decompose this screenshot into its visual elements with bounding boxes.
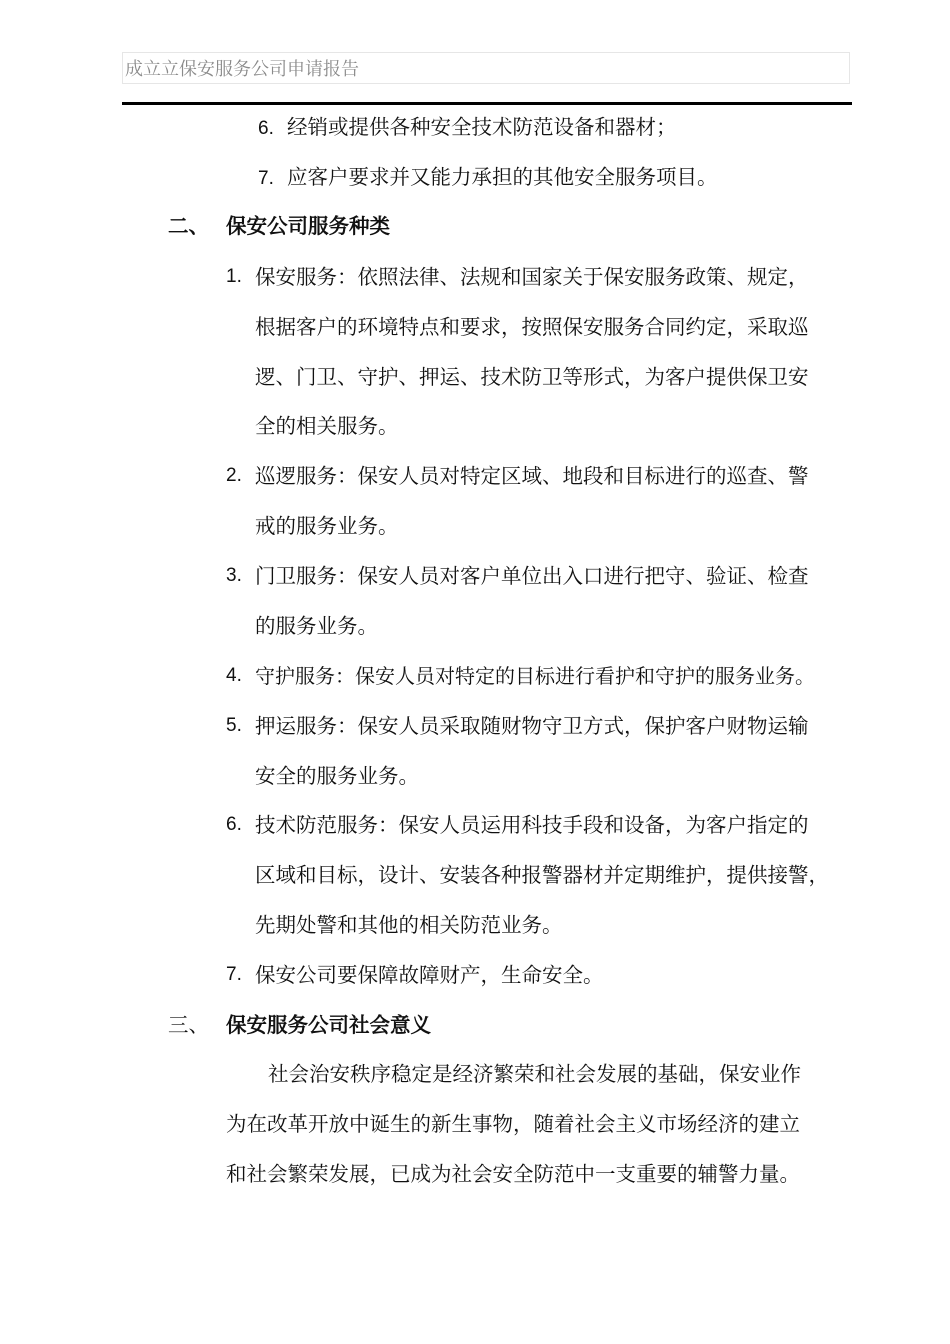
list-item-number: 3. bbox=[226, 565, 242, 586]
section-title: 保安公司服务种类 bbox=[226, 214, 390, 238]
page-header bbox=[122, 52, 850, 84]
list-item-text: 安全的服务业务。 bbox=[255, 764, 419, 788]
list-item-text: 应客户要求并又能力承担的其他安全服务项目。 bbox=[287, 165, 718, 189]
list-item-number: 4. bbox=[226, 665, 242, 686]
paragraph-line: 社会治安秩序稳定是经济繁荣和社会发展的基础，保安业作 bbox=[268, 1062, 801, 1086]
list-item-text: 逻、门卫、守护、押运、技术防卫等形式，为客户提供保卫安 bbox=[255, 365, 809, 389]
list-item-number: 2. bbox=[226, 465, 242, 486]
list-item bbox=[258, 162, 718, 194]
list-item bbox=[258, 112, 677, 144]
list-item-text: 全的相关服务。 bbox=[255, 414, 399, 438]
list-item-text: 戒的服务业务。 bbox=[255, 514, 399, 538]
header-rule bbox=[122, 102, 852, 105]
section-heading bbox=[168, 211, 390, 241]
list-item-text: 区域和目标，设计、安装各种报警器材并定期维护，提供接警， bbox=[255, 863, 829, 887]
list-item-number: 6. bbox=[226, 814, 242, 835]
list-item-text: 经销或提供各种安全技术防范设备和器材； bbox=[287, 115, 677, 139]
list-item-text: 保安公司要保障故障财产，生命安全。 bbox=[255, 963, 604, 987]
list-item-text: 技术防范服务：保安人员运用科技手段和设备，为客户指定的 bbox=[255, 813, 809, 837]
list-item-text: 先期处警和其他的相关防范业务。 bbox=[255, 913, 563, 937]
header-title: 成立立保安服务公司申请报告 bbox=[125, 59, 359, 80]
list-item-number: 7. bbox=[258, 168, 274, 189]
list-item-number: 7. bbox=[226, 964, 242, 985]
section-number: 二、 bbox=[168, 214, 209, 238]
list-item-text: 根据客户的环境特点和要求，按照保安服务合同约定，采取巡 bbox=[255, 315, 809, 339]
list-item-number: 1. bbox=[226, 266, 242, 287]
list-item-number: 5. bbox=[226, 715, 242, 736]
section-number: 三、 bbox=[168, 1013, 209, 1037]
list-item-text: 的服务业务。 bbox=[255, 614, 378, 638]
list-item-text: 门卫服务：保安人员对客户单位出入口进行把守、验证、检查 bbox=[255, 564, 809, 588]
list-item-text: 保安服务：依照法律、法规和国家关于保安服务政策、规定， bbox=[255, 265, 809, 289]
list-item-text: 巡逻服务：保安人员对特定区域、地段和目标进行的巡查、警 bbox=[255, 464, 809, 488]
paragraph-line: 为在改革开放中诞生的新生事物，随着社会主义市场经济的建立 bbox=[226, 1112, 800, 1136]
list-item-text: 守护服务：保安人员对特定的目标进行看护和守护的服务业务。 bbox=[255, 664, 815, 688]
list-item-number: 6. bbox=[258, 118, 274, 139]
paragraph-line: 和社会繁荣发展，已成为社会安全防范中一支重要的辅警力量。 bbox=[226, 1162, 800, 1186]
section-heading bbox=[168, 1010, 431, 1040]
section-title: 保安服务公司社会意义 bbox=[226, 1013, 431, 1037]
list-item-text: 押运服务：保安人员采取随财物守卫方式，保护客户财物运输 bbox=[255, 714, 809, 738]
